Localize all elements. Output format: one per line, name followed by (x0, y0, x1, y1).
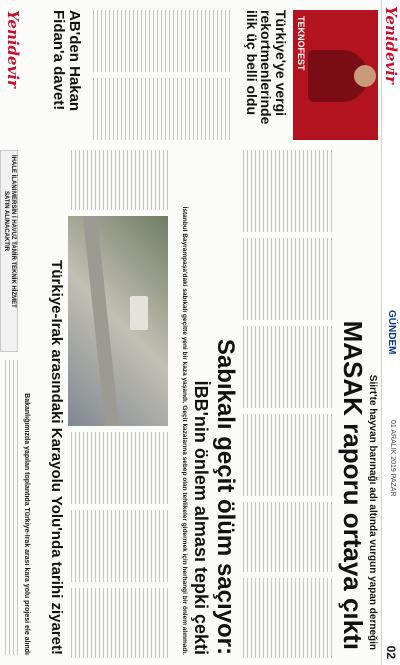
main-story-deck: İstanbul Bayrampaşa'daki sabıkalı geçitte yeni bir kaza yaşandı. Geçit kazalarına sebep olan tehlikeler gidermek için herhangi bir önlem alınmadı. (181, 206, 188, 655)
teknofest-photo (293, 10, 378, 140)
bottom-story-subheadline: Bakanlığımızda yapılan toplantıda Türkiye-Irak arası kara yolu projesi ele alındı (23, 393, 30, 655)
top-story-body-1 (242, 150, 332, 232)
tender-notice (0, 150, 18, 352)
side-story-left-headline: AB'den Hakan Fidan'a davet! (50, 10, 83, 112)
top-story-body-4 (242, 414, 332, 496)
bottom-story-body (2, 360, 18, 655)
main-story-body-4 (68, 588, 168, 658)
side-story-right-body (90, 10, 230, 72)
notice-line2: SATIN ALINACAKTIR (3, 191, 9, 251)
page-number: 02 (384, 645, 398, 659)
masthead-logo: Yenidevir (382, 6, 400, 84)
footer-logo: Yenidevir (4, 10, 22, 88)
main-story-headline: Sabıkalı geçit ölüm saçıyor: (212, 338, 239, 655)
top-story-headline: MASAK raporu ortaya çıktı (338, 320, 368, 650)
side-story-right-headline: Türkiye'ye vergi rekortmenlerinde ilik üç belli oldu (243, 10, 289, 125)
notice-line1: MERSİN İ HAVUZ TAMİR TEKNİK HİZMET (10, 191, 16, 308)
main-story-body-2 (68, 432, 168, 504)
notice-title: İHALE İLANI (10, 155, 16, 191)
main-story-subheadline: İBB'nin önlem alması tepki çekti (191, 380, 211, 655)
top-story-body-5 (242, 502, 332, 572)
photo-brand-label: TEKNOFEST (296, 16, 306, 71)
main-story-body-1 (68, 150, 168, 210)
issue-date: 01 ARALIK 2019 PAZAR (389, 420, 396, 497)
top-story-kicker: Siirt'te hayvan barınağı adı altında vurgun yapan derneğin (367, 374, 378, 650)
masthead-bar (381, 0, 400, 665)
section-label: GÜNDEM (386, 310, 397, 355)
top-story-body-6 (242, 578, 332, 658)
bottom-story-headline: Türkiye-Irak arasındaki Karayolu Yolu'nda tarihi ziyaret! (48, 260, 65, 655)
side-story-right-body-2 (90, 78, 230, 140)
underpass-photo (68, 216, 168, 426)
top-story-body-2 (242, 238, 332, 320)
main-story-body-3 (68, 510, 168, 582)
top-story-body-3 (242, 326, 332, 408)
